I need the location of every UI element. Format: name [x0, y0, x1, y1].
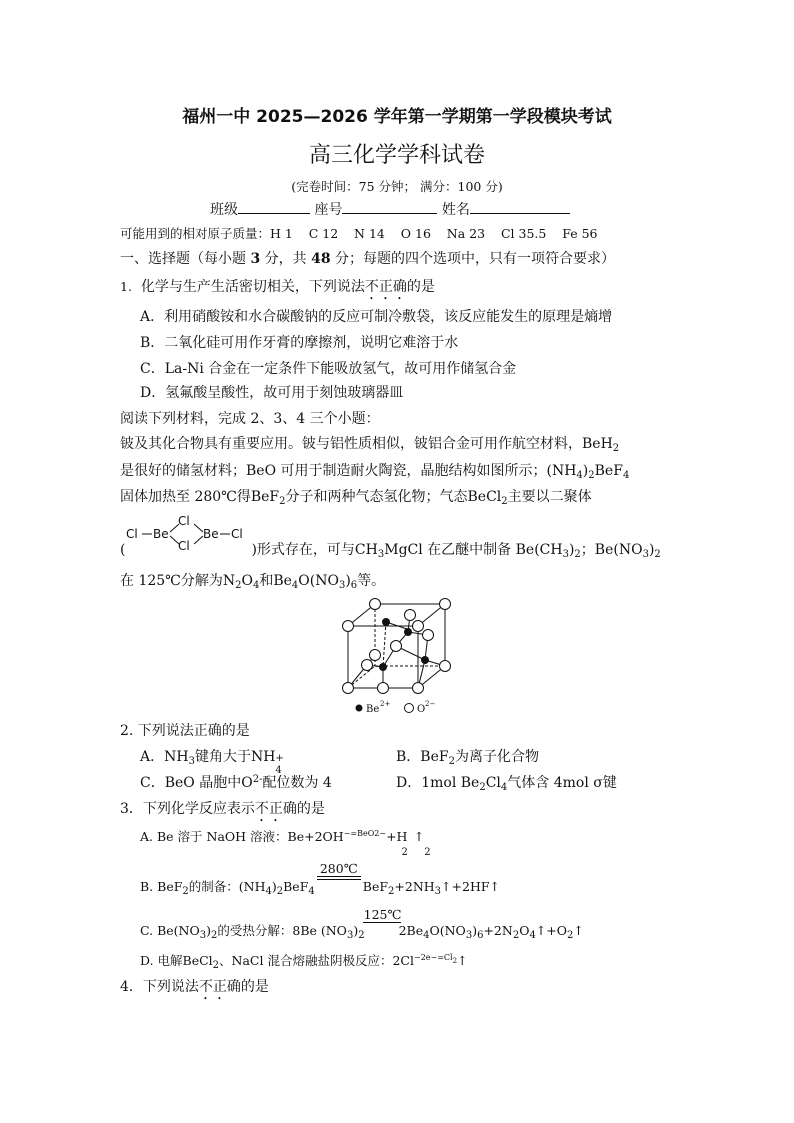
q3-option-c[interactable]: C. $Be(NO_3)_2$的受热分解：8Be $(NO_3)_2$ 125℃ $2Be_4O(NO_3)_6+2N_2O_4↑+O_2↑$ [140, 907, 584, 941]
q3-option-d[interactable]: D. 电解BeCl$_2$、NaCl 混合熔融盐阴极反应：$2Cl^{-2e-=Cl2}↑$ [140, 953, 468, 971]
q2-option-a[interactable]: A．$NH_3$键角大于NH + 4 [140, 749, 284, 776]
q3-b-condition: 280℃ [319, 861, 358, 876]
class-label: 班级 [210, 202, 238, 218]
dimer-cl-top: Cl [178, 514, 190, 528]
q1-option-b[interactable]: B．二氧化硅可用作牙膏的摩擦剂，说明它难溶于水 [140, 335, 459, 351]
reading-line-1: 铍及其化合物具有重要应用。铍与铝性质相似，铍铝合金可用作航空材料，BeH$_2$ [120, 436, 620, 454]
section-1-heading: 一、选择题（每小题 3 分，共 48 分；每题的四个选项中，只有一项符合要求） [120, 251, 616, 267]
student-info-row [210, 199, 570, 219]
q1-stem: 1. 化学与生产生活密切相关，下列说法不正确的是 [120, 279, 435, 295]
exam-subtitle: 高三化学学科试卷 [308, 143, 485, 168]
q2-stem: 2. 下列说法正确的是 [120, 723, 250, 739]
dimer-be-left: Be [153, 527, 169, 541]
seat-label: 座号 [314, 202, 343, 218]
reading-line-2: 是很好的储氢材料；BeO 可用于制造耐火陶瓷，晶胞结构如图所示；$(NH_4)_2BeF_4$ [120, 463, 630, 481]
legend-o-charge: 2− [425, 700, 436, 708]
q1-option-c[interactable]: C．La-Ni 合金在一定条件下能吸放氢气，故可用作储氢合金 [140, 361, 517, 377]
exam-info: (完卷时间：75 分钟； 满分：100 分) [291, 179, 503, 194]
q2-option-d[interactable]: D．1mol $Be_2Cl_4$气体含 4mol σ键 [396, 775, 617, 793]
name-label: 姓名 [441, 202, 470, 218]
q2-option-b[interactable]: B．BeF$_2$为离子化合物 [396, 749, 539, 767]
exam-title: 福州一中 2025—2026 学年第一学期第一学段模块考试 [182, 107, 612, 127]
class-blank[interactable] [238, 199, 310, 214]
q4-stem: 4．下列说法不正确的是 [120, 979, 269, 995]
reading-line-5: 在 125℃分解为$N_2O_4$和$Be_4O(NO_3)_6$等。 [120, 573, 386, 591]
reading-intro: 阅读下列材料，完成 2、3、4 三个小题： [120, 411, 380, 427]
name-blank[interactable] [470, 199, 570, 214]
q3-c-condition: 125℃ [363, 907, 402, 922]
q3-stem: 3．下列化学反应表示不正确的是 [120, 801, 325, 817]
q2-option-c[interactable]: C．BeO 晶胞中$O^{2-}$配位数为 4 [140, 774, 332, 791]
q1-option-d[interactable]: D．氢氟酸呈酸性，故可用于刻蚀玻璃器皿 [140, 385, 404, 401]
seat-blank[interactable] [342, 199, 437, 214]
dimer-cl-right: Cl [231, 527, 243, 541]
dimer-cl-left: Cl [126, 527, 138, 541]
legend-be-charge: 2+ [380, 700, 391, 708]
legend-be: Be [366, 704, 380, 715]
atomic-masses: 可能用到的相对原子质量：H 1 C 12 N 14 O 16 Na 23 Cl 35.5 Fe 56 [120, 226, 598, 241]
beo-crystal-cell-figure [330, 592, 470, 720]
dimer-cl-bottom: Cl [178, 539, 190, 553]
legend-o: O [417, 704, 426, 715]
q3-option-b[interactable]: B. BeF$_2$的制备：$(NH_4)_2BeF_4$ 280℃ $BeF_2+2NH_3↑+2HF↑$ [140, 861, 500, 897]
q1-option-a[interactable]: A．利用硝酸铵和水合碳酸钠的反应可制冷敷袋，该反应能发生的原理是熵增 [140, 309, 613, 325]
reading-line-3: 固体加热至 280℃得BeF$_2$分子和两种气态氢化物；气态BeCl$_2$主要以二聚体 [120, 489, 592, 507]
dimer-be-right: Be [203, 527, 219, 541]
reading-line-4: ( )形式存在，可与$CH_3MgCl$ 在乙醚中制备 $Be(CH_3)_2$；$Be(NO_3)_2$ [120, 542, 661, 560]
q3-option-a[interactable]: A. Be 溶于 NaOH 溶液：$Be+2OH^{-=BeO2-}+H_2↑_2$ [140, 829, 431, 858]
